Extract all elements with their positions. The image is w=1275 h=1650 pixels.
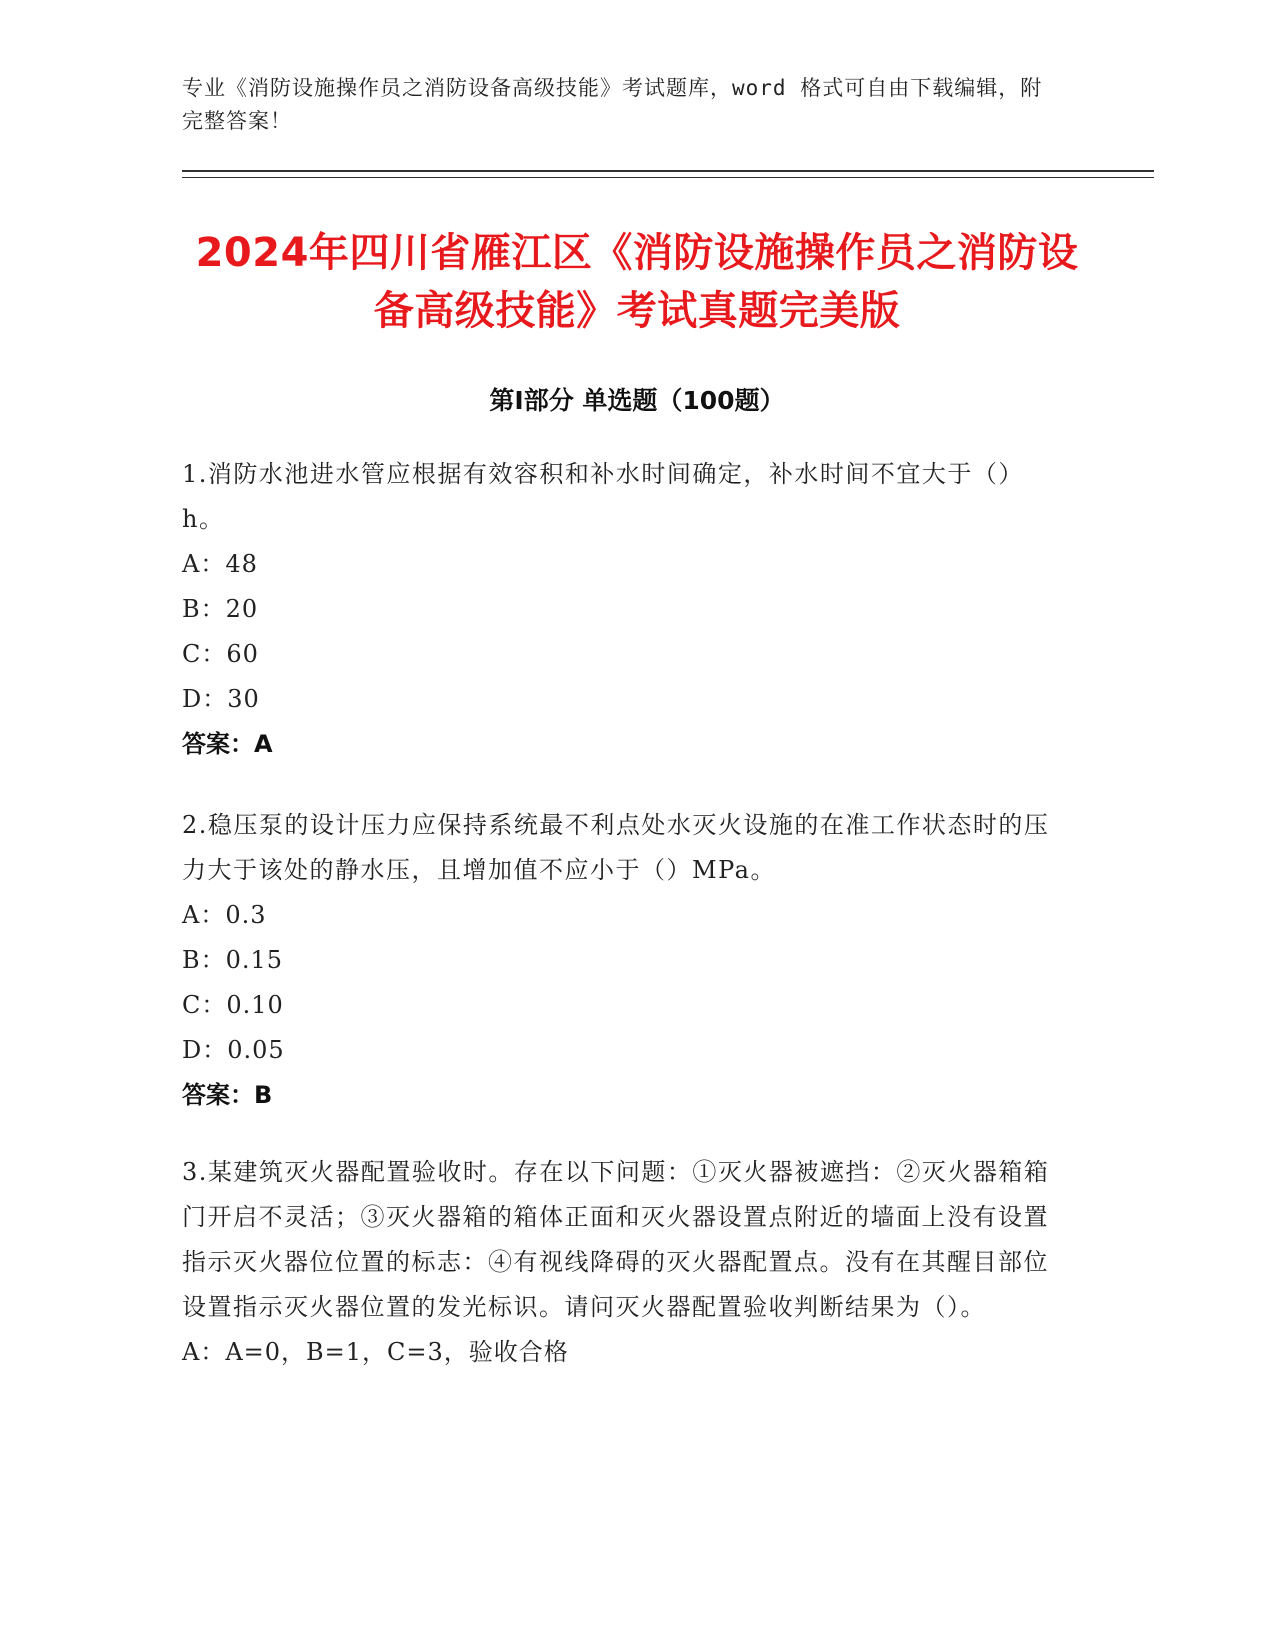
option-d: D：30 [182, 685, 260, 713]
header-divider-thin [182, 177, 1154, 178]
answer-line: 答案：B [182, 1081, 273, 1109]
question-2 [182, 803, 1062, 1118]
header-note: 专业《消防设施操作员之消防设备高级技能》考试题库，word 格式可自由下载编辑，附完整答案！ [182, 76, 1043, 133]
option-b: B：20 [182, 595, 259, 623]
option-a: A：48 [182, 550, 258, 578]
option-b: B：0.15 [182, 946, 284, 974]
option-a: A：0.3 [182, 901, 267, 929]
answer-line: 答案：A [182, 730, 273, 758]
option-d: D：0.05 [182, 1036, 285, 1064]
option-c: C：0.10 [182, 991, 284, 1019]
option-c: C：60 [182, 640, 259, 668]
option-a: A：A=0，B=1，C=3，验收合格 [182, 1338, 569, 1366]
document-title: 2024年四川省雁江区《消防设施操作员之消防设备高级技能》考试真题完美版 [195, 230, 1079, 334]
header-divider-thick [182, 170, 1154, 172]
question-stem: 1.消防水池进水管应根据有效容积和补水时间确定，补水时间不宜大于（）h。 [182, 460, 1024, 533]
question-3 [182, 1150, 1062, 1375]
question-stem: 2.稳压泵的设计压力应保持系统最不利点处水灭火设施的在准工作状态时的压力大于该处的静水压，且增加值不应小于（）MPa。 [182, 811, 1050, 884]
section-heading: 第Ⅰ部分 单选题（100题） [489, 386, 785, 415]
question-stem: 3.某建筑灭火器配置验收时。存在以下问题：①灭火器被遮挡：②灭火器箱箱门开启不灵活；③灭火器箱的箱体正面和灭火器设置点附近的墙面上没有设置指示灭火器位位置的标志：④有视线降碍的灭火器配置点。没有在其醒目部位设置指示灭火器位置的发光标识。请问灭火器配置验收判断结果为（）。 [182, 1158, 1050, 1321]
question-1 [182, 452, 1062, 767]
